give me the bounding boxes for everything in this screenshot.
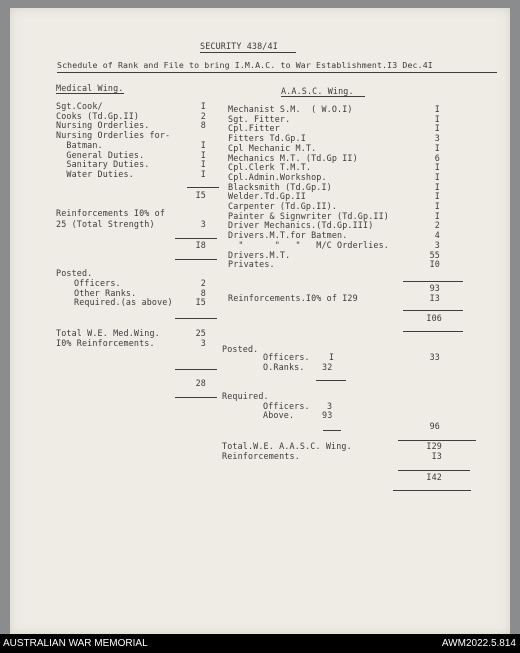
aasc-posted-oranks-value: 32 [322, 362, 333, 372]
row-label: Nursing Orderlies for- [56, 130, 171, 141]
medical-subtotal2-rule [175, 238, 217, 239]
aasc-required-above-label: Above. [263, 410, 295, 420]
aasc-subtotal2-rule [403, 310, 463, 311]
archive-footer [0, 634, 520, 653]
row-label: " " " M/C Orderlies. [228, 239, 389, 250]
medical-grand-total-rule-bottom [175, 397, 217, 398]
aasc-reinf-value: I3 [429, 293, 440, 303]
row-value: 2 [200, 278, 206, 288]
aasc-total-label: Total.W.E. A.A.S.C. Wing. [222, 441, 352, 451]
aasc-required-heading: Required. [222, 391, 269, 401]
row-label: Sgt. Fitter. [228, 113, 291, 124]
medical-subtotal2: I8 [195, 240, 206, 250]
row-label: Painter & Signwriter (Td.Gp.II) [228, 210, 389, 221]
row-label: Sgt.Cook/ [56, 101, 103, 111]
row-value: 4 [434, 230, 440, 241]
row-label: Cooks (Td.Gp.II) [56, 110, 140, 121]
row-label: Blacksmith (Td.Gp.I) [228, 181, 332, 192]
archive-reference: AWM2022.5.814 [441, 638, 516, 649]
medical-total-value: 25 [195, 328, 206, 338]
aasc-grand-total: I42 [426, 472, 442, 482]
row-value: I [200, 159, 206, 170]
row-value: 8 [200, 120, 206, 131]
medical-total-label: Total W.E. Med.Wing. [56, 328, 160, 338]
aasc-reinf2-value: I3 [431, 451, 442, 461]
aasc-posted-heading: Posted. [222, 344, 259, 354]
row-value: 2 [200, 110, 206, 121]
row-value: I [200, 139, 206, 150]
aasc-required-above-value: 93 [322, 410, 333, 420]
row-label: Drivers.M.T.for Batmen. [228, 230, 348, 241]
row-label: Required.(as above) [74, 297, 173, 308]
row-label: Batman. [56, 139, 103, 150]
aasc-subtotal2: I06 [426, 313, 442, 323]
row-value: 3 [434, 133, 440, 144]
aasc-grand-total-rule-bottom [393, 490, 471, 491]
row-label: Cpl.Admin.Workshop. [228, 171, 327, 182]
row-label: Privates. [228, 259, 275, 270]
aasc-subtotal2-rule-bottom [403, 331, 463, 332]
row-value: 2 [434, 220, 440, 231]
row-value: 8 [200, 287, 206, 298]
row-label: Carpenter (Td.Gp.II). [228, 201, 338, 211]
aasc-required-officers-label: Officers. [263, 401, 310, 411]
row-label: Nursing Orderlies. [56, 120, 150, 131]
aasc-posted-rule [316, 380, 346, 381]
aasc-posted-oranks-label: O.Ranks. [263, 362, 305, 372]
medical-reinf-value: 3 [200, 219, 206, 229]
aasc-posted-officers-label: Officers. [263, 352, 310, 362]
medical-total-reinf-label: I0% Reinforcements. [56, 338, 155, 348]
security-reference: SECURITY 438/4I [200, 41, 278, 51]
aasc-required-total: 96 [429, 421, 440, 431]
row-label: Mechanist S.M. ( W.O.I) [228, 104, 353, 114]
row-label: Cpl.Fitter [228, 123, 280, 134]
row-value: I [200, 101, 206, 111]
row-value: I [434, 123, 440, 134]
row-value: I [434, 113, 440, 124]
row-label: Driver Mechanics.(Td.Gp.III) [228, 220, 374, 231]
row-value: I0 [429, 259, 440, 270]
medical-reinf-line2: 25 (Total Strength) [56, 219, 155, 229]
medical-wing-heading: Medical Wing. [56, 83, 124, 93]
row-label: Mechanics M.T. (Td.Gp II) [228, 152, 358, 163]
aasc-subtotal1-rule [403, 281, 463, 282]
aasc-posted-officers-value: I [329, 352, 335, 362]
medical-posted-heading: Posted. [56, 268, 93, 278]
row-label: Officers. [74, 278, 121, 288]
medical-grand-total: 28 [195, 378, 206, 388]
row-value: I [434, 181, 440, 192]
row-value: I [434, 162, 440, 173]
row-label: Other Ranks. [74, 287, 137, 298]
aasc-grand-total-rule [398, 470, 470, 471]
row-label: Water Duties. [56, 168, 134, 179]
aasc-required-officers-value: 3 [327, 401, 333, 411]
aasc-heading-underline [281, 96, 365, 97]
medical-subtotal1: I5 [195, 190, 206, 200]
row-label: Cpl.Clerk T.M.T. [228, 162, 312, 173]
medical-posted-rule [175, 318, 217, 319]
medical-heading-underline [56, 93, 124, 94]
aasc-subtotal1: 93 [429, 283, 440, 293]
row-value: I5 [195, 297, 206, 308]
row-value: I [434, 210, 440, 221]
row-value: I [200, 168, 206, 179]
medical-subtotal1-rule [187, 187, 219, 188]
row-value: 3 [434, 239, 440, 250]
security-underline [200, 52, 296, 53]
row-value: I [434, 104, 440, 114]
medical-total-reinf-value: 3 [200, 338, 206, 348]
aasc-wing-heading: A.A.S.C. Wing. [281, 86, 354, 96]
row-value: I [434, 201, 440, 211]
medical-grand-total-rule [175, 369, 217, 370]
row-value: I [200, 149, 206, 160]
aasc-reinf-label: Reinforcements.I0% of I29 [228, 293, 358, 303]
row-label: Fitters Td.Gp.I [228, 133, 306, 144]
aasc-required-rule [323, 430, 341, 431]
aasc-posted-total: 33 [429, 352, 440, 362]
row-value: I [434, 191, 440, 202]
row-value: I [434, 171, 440, 182]
title-underline [57, 72, 497, 73]
aasc-total-value: I29 [426, 441, 442, 451]
archive-name: AUSTRALIAN WAR MEMORIAL [3, 638, 148, 649]
document-title: Schedule of Rank and File to bring I.M.A.C. to War Establishment.I3 Dec.4I [57, 60, 433, 70]
medical-subtotal2-rule-bottom [175, 259, 217, 260]
row-label: Welder.Td.Gp.II [228, 191, 306, 202]
row-value: I [434, 142, 440, 153]
row-label: General Duties. [56, 149, 145, 160]
aasc-reinf2-label: Reinforcements. [222, 451, 300, 461]
row-label: Cpl Mechanic M.T. [228, 142, 317, 153]
row-value: 6 [434, 152, 440, 163]
row-label: Drivers.M.T. [228, 249, 291, 260]
row-value: 55 [429, 249, 440, 260]
row-label: Sanitary Duties. [56, 159, 150, 170]
medical-reinf-line1: Reinforcements I0% of [56, 208, 166, 218]
